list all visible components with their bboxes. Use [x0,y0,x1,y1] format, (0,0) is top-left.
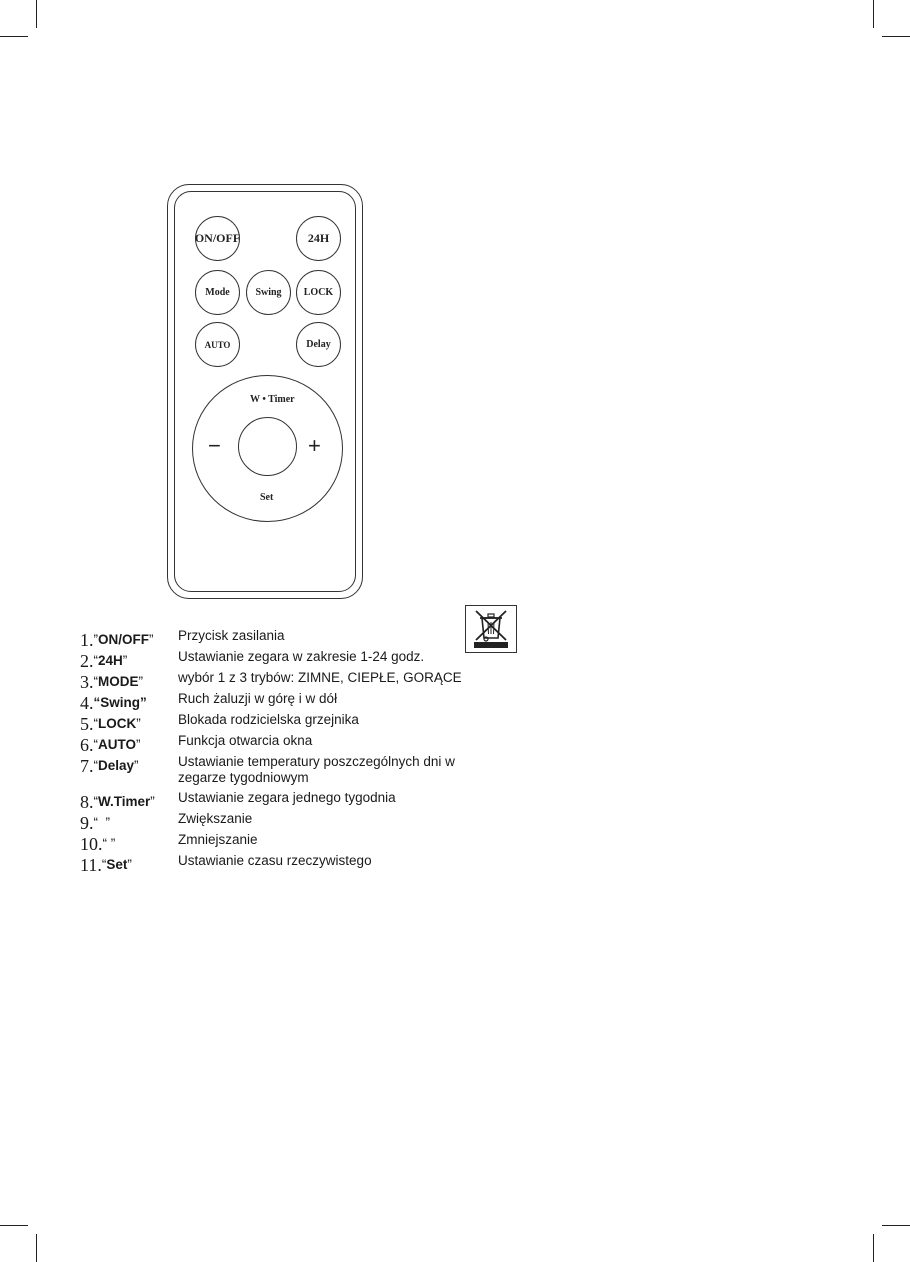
delay-button[interactable]: Delay [296,322,341,367]
legend-description: Przycisk zasilania [178,628,285,643]
button-legend [80,628,480,874]
legend-description: Funkcja otwarcia okna [178,733,313,748]
on-off-button[interactable]: ON/OFF [195,216,240,261]
legend-row [80,649,480,670]
legend-key: 7.“Delay” [80,756,139,776]
legend-key: 9.“ ” [80,813,110,833]
w-timer-label[interactable]: W • Timer [250,394,295,405]
legend-row [80,853,480,874]
mode-button[interactable]: Mode [195,270,240,315]
crop-mark [0,1225,28,1226]
legend-description: Ustawianie zegara jednego tygodnia [178,790,396,805]
plus-button[interactable]: + [308,433,321,458]
legend-row [80,712,480,733]
legend-key: 1.”ON/OFF” [80,630,154,650]
legend-description: Ustawianie czasu rzeczywistego [178,853,372,868]
crop-mark [0,36,28,37]
legend-description: Zwiększanie [178,811,253,826]
crop-mark [873,0,874,28]
legend-key: 5.“LOCK” [80,714,141,734]
crop-mark [873,1234,874,1262]
swing-button[interactable]: Swing [246,270,291,315]
legend-key: 6.“AUTO” [80,735,141,755]
legend-row [80,628,480,649]
legend-key: 2.“24H” [80,651,128,671]
legend-description: Ruch żaluzji w górę i w dół [178,691,338,706]
lock-button[interactable]: LOCK [296,270,341,315]
legend-description: Zmniejszanie [178,832,258,847]
legend-row [80,832,480,853]
legend-key: 4.“Swing” [80,693,147,713]
legend-row [80,811,480,832]
legend-key: 11.“Set” [80,855,132,875]
legend-row [80,733,480,754]
legend-key: 3.“MODE” [80,672,143,692]
crop-mark [36,0,37,28]
crop-mark [36,1234,37,1262]
legend-row [80,670,480,691]
legend-description: Blokada rodzicielska grzejnika [178,712,359,727]
legend-row [80,754,480,790]
legend-row [80,790,480,811]
legend-key: 8.“W.Timer” [80,792,155,812]
legend-description: wybór 1 z 3 trybów: ZIMNE, CIEPŁE, GORĄCE [178,670,462,685]
dial-center-button[interactable] [238,417,297,476]
legend-row [80,691,480,712]
auto-button[interactable]: AUTO [195,322,240,367]
legend-description: Ustawianie temperatury poszczególnych dni w zegarze tygodniowym [178,754,455,785]
set-label[interactable]: Set [260,492,274,503]
legend-key: 10.“ ” [80,834,116,854]
crop-mark [882,36,910,37]
legend-description: Ustawianie zegara w zakresie 1-24 godz. [178,649,425,664]
24h-button[interactable]: 24H [296,216,341,261]
crop-mark [882,1225,910,1226]
minus-button[interactable]: − [208,433,221,458]
